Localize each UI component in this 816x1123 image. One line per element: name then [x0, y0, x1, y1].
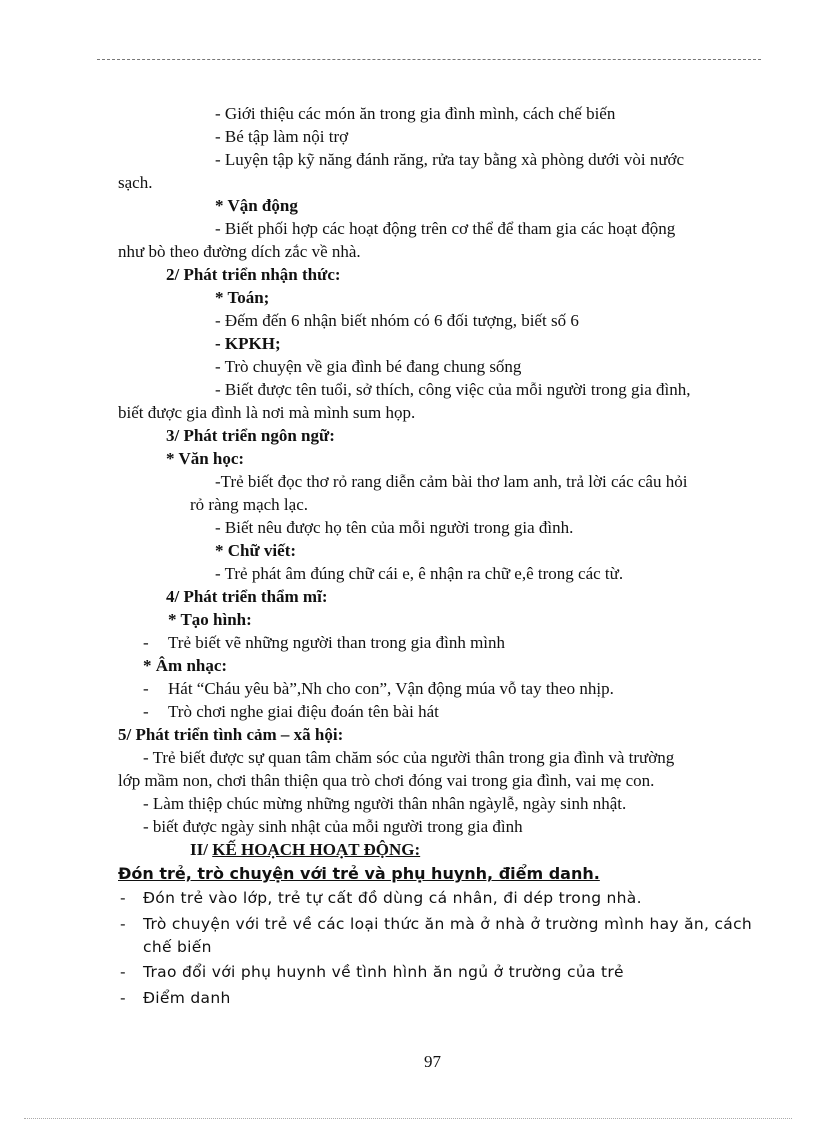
section-title-text: KẾ HOẠCH HOẠT ĐỘNG: — [212, 840, 421, 859]
list-dash: - — [120, 889, 126, 907]
list-item: Hát “Cháu yêu bà”,Nh cho con”, Vận động múa vỗ tay theo nhịp. — [168, 679, 614, 698]
text-line: - Luyện tập kỹ năng đánh răng, rửa tay bằng xà phòng dưới vòi nước — [215, 150, 685, 169]
text-line: - Trò chuyện về gia đình bé đang chung sống — [215, 357, 522, 376]
text-line: lớp mầm non, chơi thân thiện qua trò chơi đóng vai trong gia đình, vai mẹ con. — [118, 771, 655, 790]
list-dash: - — [143, 633, 149, 652]
list-item: Trao đổi với phụ huynh về tình hình ăn ngủ ở trường của trẻ — [143, 963, 624, 981]
text-line: như bò theo đường dích zắc về nhà. — [118, 242, 361, 261]
section-title — [190, 840, 420, 860]
text-line: - Làm thiệp chúc mừng những người thân nhân ngàylễ, ngày sinh nhật. — [143, 794, 627, 813]
page-border-bottom — [24, 1118, 792, 1119]
list-dash: - — [120, 963, 126, 981]
list-dash: - — [120, 989, 126, 1007]
section-heading: * Âm nhạc: — [143, 656, 228, 675]
section-heading: - KPKH; — [215, 334, 281, 353]
text-line: - Trẻ biết được sự quan tâm chăm sóc của người thân trong gia đình và trường — [143, 748, 675, 767]
text-line: - Biết được tên tuổi, sở thích, công việc của mỗi người trong gia đình, — [215, 380, 691, 399]
text-line: - Biết nêu được họ tên của mỗi người trong gia đình. — [215, 518, 574, 537]
section-heading: * Toán; — [215, 288, 270, 307]
section-heading: 5/ Phát triển tình cảm – xã hội: — [118, 725, 344, 744]
list-item: Trẻ biết vẽ những người than trong gia đình mình — [168, 633, 506, 652]
section-heading: 2/ Phát triển nhận thức: — [166, 265, 341, 284]
text-line: - Trẻ phát âm đúng chữ cái e, ê nhận ra chữ e,ê trong các từ. — [215, 564, 624, 583]
text-line: - Giới thiệu các món ăn trong gia đình mình, cách chế biến — [215, 104, 616, 123]
text-line: - Biết phối hợp các hoạt động trên cơ thể để tham gia các hoạt động — [215, 219, 676, 238]
section-heading: * Tạo hình: — [168, 610, 252, 629]
list-item: Đón trẻ vào lớp, trẻ tự cất đồ dùng cá nhân, đi dép trong nhà. — [143, 889, 642, 907]
list-item: Trò chuyện với trẻ về các loại thức ăn mà ở nhà ở trường mình hay ăn, cách — [143, 915, 753, 933]
list-item-continuation: chế biến — [143, 938, 212, 956]
section-number: II/ — [190, 840, 213, 859]
list-item: Điểm danh — [143, 989, 231, 1007]
text-line: sạch. — [118, 173, 153, 192]
list-dash: - — [143, 679, 149, 698]
section-heading: * Văn học: — [166, 449, 245, 468]
section-heading: 3/ Phát triển ngôn ngữ: — [166, 426, 335, 445]
page-number: 97 — [424, 1052, 441, 1071]
text-line: rỏ ràng mạch lạc. — [190, 495, 308, 514]
text-line: - biết được ngày sinh nhật của mỗi người trong gia đình — [143, 817, 523, 836]
section-heading: 4/ Phát triển thẩm mĩ: — [166, 587, 328, 606]
text-line: - Đếm đến 6 nhận biết nhóm có 6 đối tượng, biết số 6 — [215, 311, 579, 330]
page-border-top — [97, 59, 761, 60]
list-item: Trò chơi nghe giai điệu đoán tên bài hát — [168, 702, 439, 721]
section-heading: * Vận động — [215, 196, 298, 215]
list-dash: - — [120, 915, 126, 933]
activity-heading: Đón trẻ, trò chuyện với trẻ và phụ huynh, điểm danh. — [118, 864, 600, 883]
text-line: -Trẻ biết đọc thơ rỏ rang diễn cảm bài thơ lam anh, trả lời các câu hỏi — [215, 472, 688, 491]
text-line: - Bé tập làm nội trợ — [215, 127, 349, 146]
text-line: biết được gia đình là nơi mà mình sum họp. — [118, 403, 416, 422]
list-dash: - — [143, 702, 149, 721]
section-heading: * Chữ viết: — [215, 541, 297, 560]
